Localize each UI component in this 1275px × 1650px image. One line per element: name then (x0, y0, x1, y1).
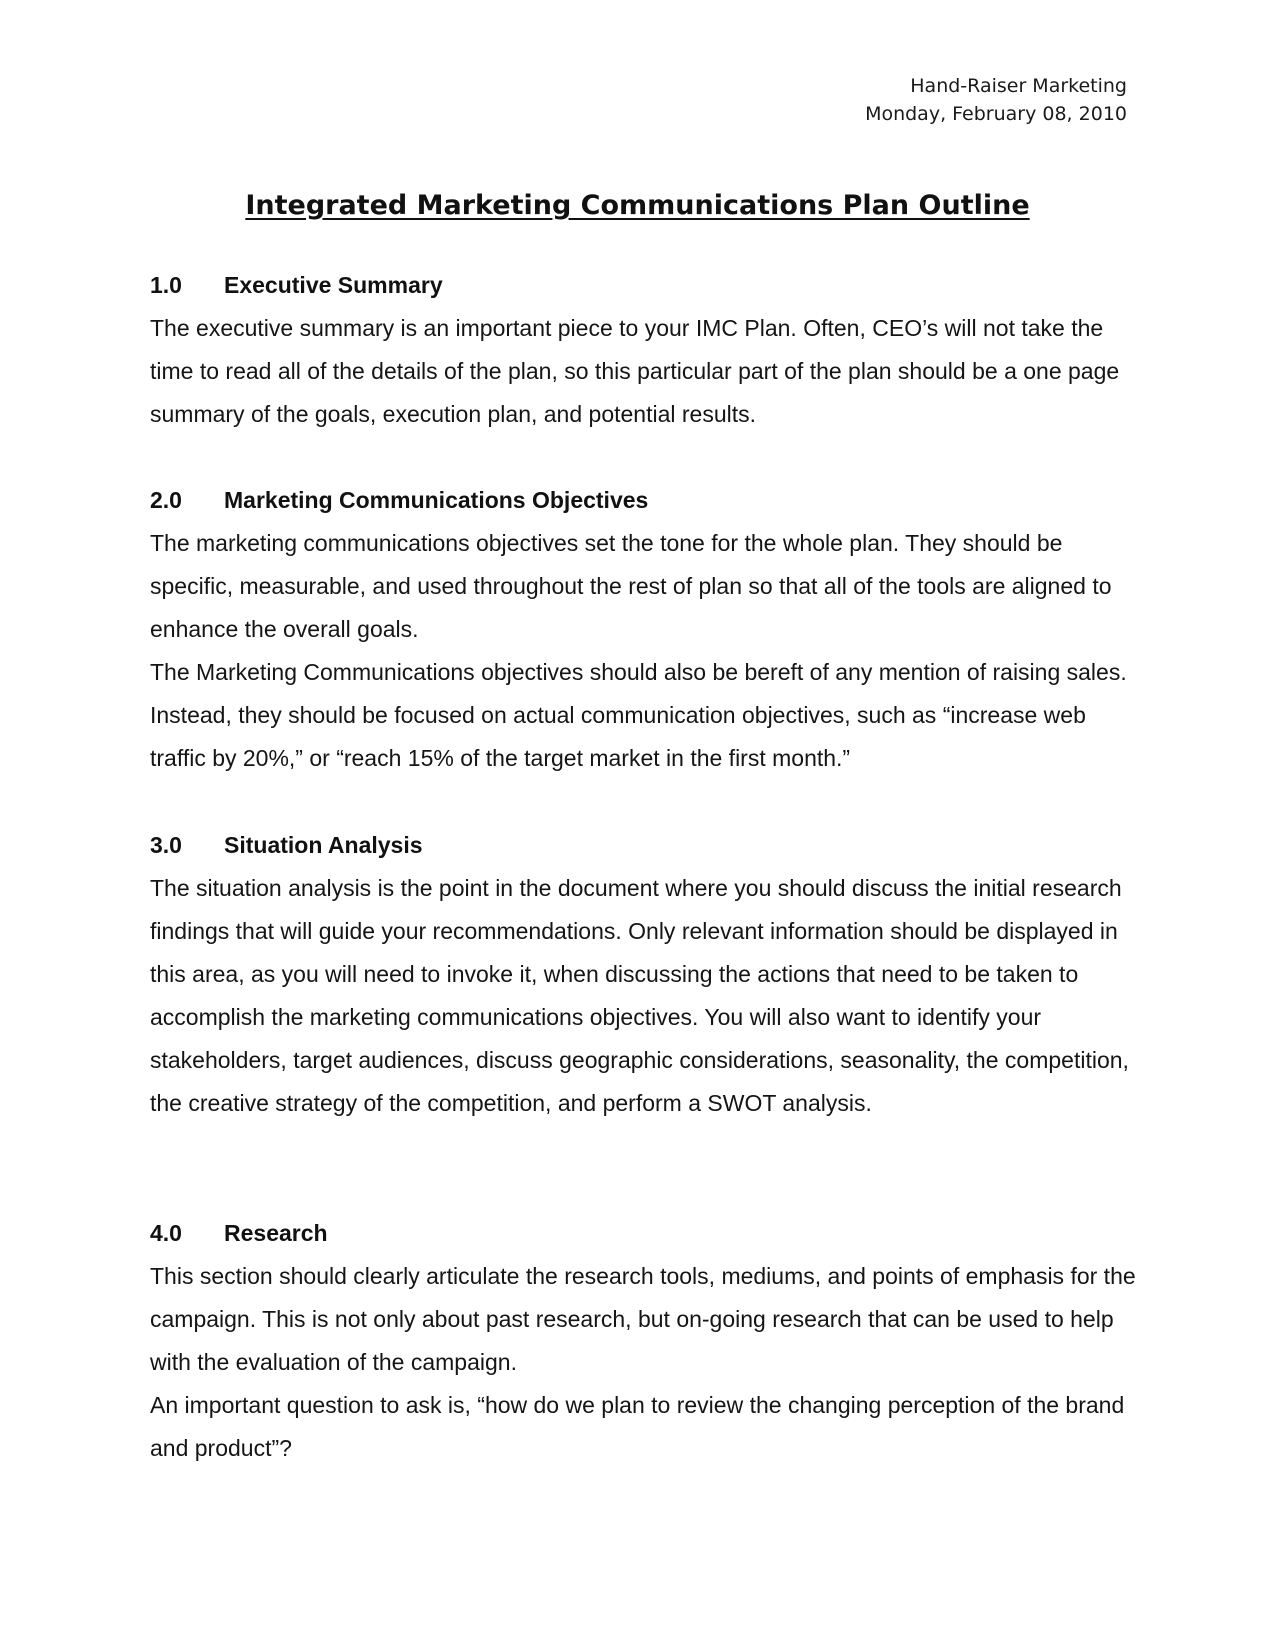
section-title: Executive Summary (224, 272, 443, 298)
company-name: Hand-Raiser Marketing (910, 75, 1127, 97)
section-heading (150, 1212, 1140, 1255)
section-executive-summary (150, 264, 1140, 436)
section-heading (150, 264, 1140, 307)
section-title: Research (224, 1220, 328, 1246)
section-number: 1.0 (150, 272, 182, 298)
document-header (865, 72, 1127, 128)
section-research (150, 1212, 1140, 1470)
section-paragraph: The Marketing Communications objectives should also be bereft of any mention of raising sales. Instead, they should be focused on actual communication objectives, such as “increase web traffic by 20%,” or “reach 15% of the target market in the first month.” (150, 659, 1127, 771)
document-title: Integrated Marketing Communications Plan Outline (245, 190, 1030, 221)
header-date: Monday, February 08, 2010 (865, 103, 1127, 125)
section-number: 2.0 (150, 487, 182, 513)
section-paragraph: An important question to ask is, “how do we plan to review the changing perception of the brand and product”? (150, 1392, 1125, 1461)
section-number: 3.0 (150, 832, 182, 858)
section-paragraph: The marketing communications objectives set the tone for the whole plan. They should be specific, measurable, and used throughout the rest of plan so that all of the tools are aligned to enhance the overall goals. (150, 530, 1112, 642)
section-paragraph: This section should clearly articulate the research tools, mediums, and points of emphasis for the campaign. This is not only about past research, but on-going research that can be used to help with the evaluation of the campaign. (150, 1263, 1136, 1375)
section-number: 4.0 (150, 1220, 182, 1246)
section-paragraph: The situation analysis is the point in the document where you should discuss the initial research findings that will guide your recommendations. Only relevant information should be displayed in this area, as you will need to invoke it, when discussing the actions that need to be taken to accomplish the marketing communications objectives. You will also want to identify your stakeholders, target audiences, discuss geographic considerations, seasonality, the competition, the creative strategy of the competition, and perform a SWOT analysis. (150, 875, 1129, 1116)
section-title: Marketing Communications Objectives (224, 487, 649, 513)
section-paragraph: The executive summary is an important piece to your IMC Plan. Often, CEO’s will not take the time to read all of the details of the plan, so this particular part of the plan should be a one page summary of the goals, execution plan, and potential results. (150, 315, 1120, 427)
section-heading (150, 824, 1140, 867)
section-heading (150, 479, 1140, 522)
section-situation-analysis (150, 824, 1140, 1125)
section-title: Situation Analysis (224, 832, 423, 858)
section-marketing-communications-objectives (150, 479, 1140, 780)
